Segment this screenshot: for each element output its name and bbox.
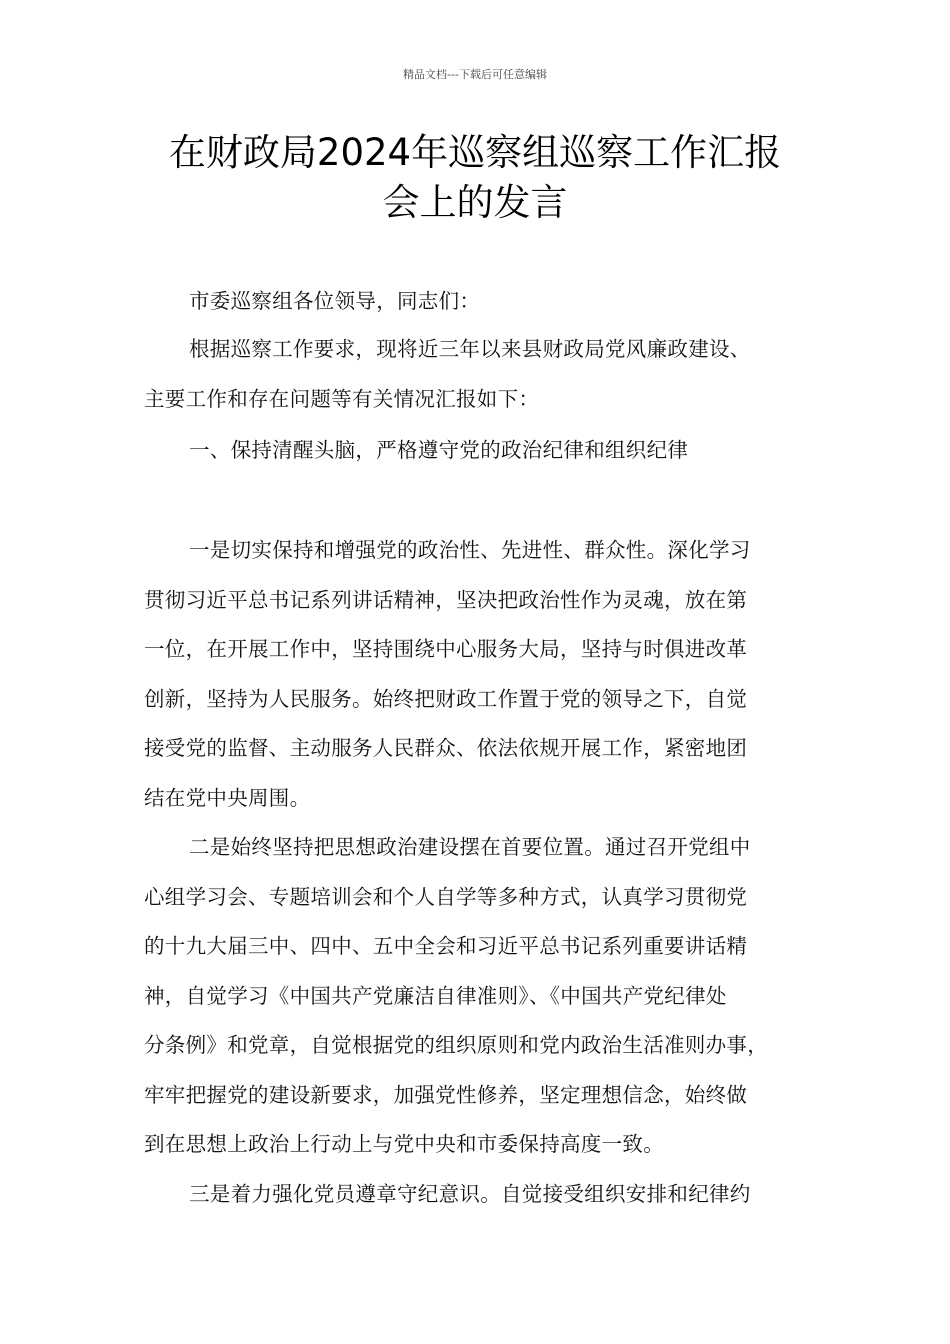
- paragraph-line: 接受党的监督、主动服务人民群众、依法依规开展工作，紧密地团: [144, 736, 748, 760]
- document-title: [140, 128, 810, 228]
- title-line-1: 在财政局2024年巡察组巡察工作汇报: [168, 131, 782, 174]
- title-line-2: 会上的发言: [382, 181, 568, 224]
- paragraph-line: 创新，坚持为人民服务。始终把财政工作置于党的领导之下，自觉: [144, 687, 748, 711]
- paragraph-line: 结在党中央周围。: [144, 786, 311, 810]
- paragraph-line: 根据巡察工作要求，现将近三年以来县财政局党风廉政建设、: [189, 337, 751, 361]
- page-header-note: 精品文档---下载后可任意编辑: [403, 68, 547, 81]
- paragraph-line: 贯彻习近平总书记系列讲话精神，坚决把政治性作为灵魂，放在第: [144, 588, 748, 612]
- paragraph-line: 的十九大届三中、四中、五中全会和习近平总书记系列重要讲话精: [144, 934, 748, 958]
- paragraph-line: 二是始终坚持把思想政治建设摆在首要位置。通过召开党组中: [189, 835, 751, 859]
- paragraph-line: 到在思想上政治上行动上与党中央和市委保持高度一致。: [144, 1132, 664, 1156]
- paragraph-line: 分条例》和党章，自觉根据党的组织原则和党内政治生活准则办事，: [144, 1033, 768, 1057]
- paragraph-line: 一位，在开展工作中，坚持围绕中心服务大局，坚持与时俱进改革: [144, 637, 748, 661]
- paragraph-line: 心组学习会、专题培训会和个人自学等多种方式，认真学习贯彻党: [144, 885, 748, 909]
- paragraph-line: 神，自觉学习《中国共产党廉洁自律准则》、《中国共产党纪律处: [144, 984, 727, 1008]
- salutation: 市委巡察组各位领导，同志们：: [189, 289, 481, 313]
- paragraph-line: 一是切实保持和增强党的政治性、先进性、群众性。深化学习: [189, 538, 751, 562]
- paragraph-line: 三是着力强化党员遵章守纪意识。自觉接受组织安排和纪律约: [189, 1182, 751, 1206]
- paragraph-line: 主要工作和存在问题等有关情况汇报如下：: [144, 387, 540, 411]
- section-heading: 一、保持清醒头脑，严格遵守党的政治纪律和组织纪律: [189, 438, 689, 462]
- paragraph-line: 牢牢把握党的建设新要求，加强党性修养，坚定理想信念，始终做: [144, 1083, 748, 1107]
